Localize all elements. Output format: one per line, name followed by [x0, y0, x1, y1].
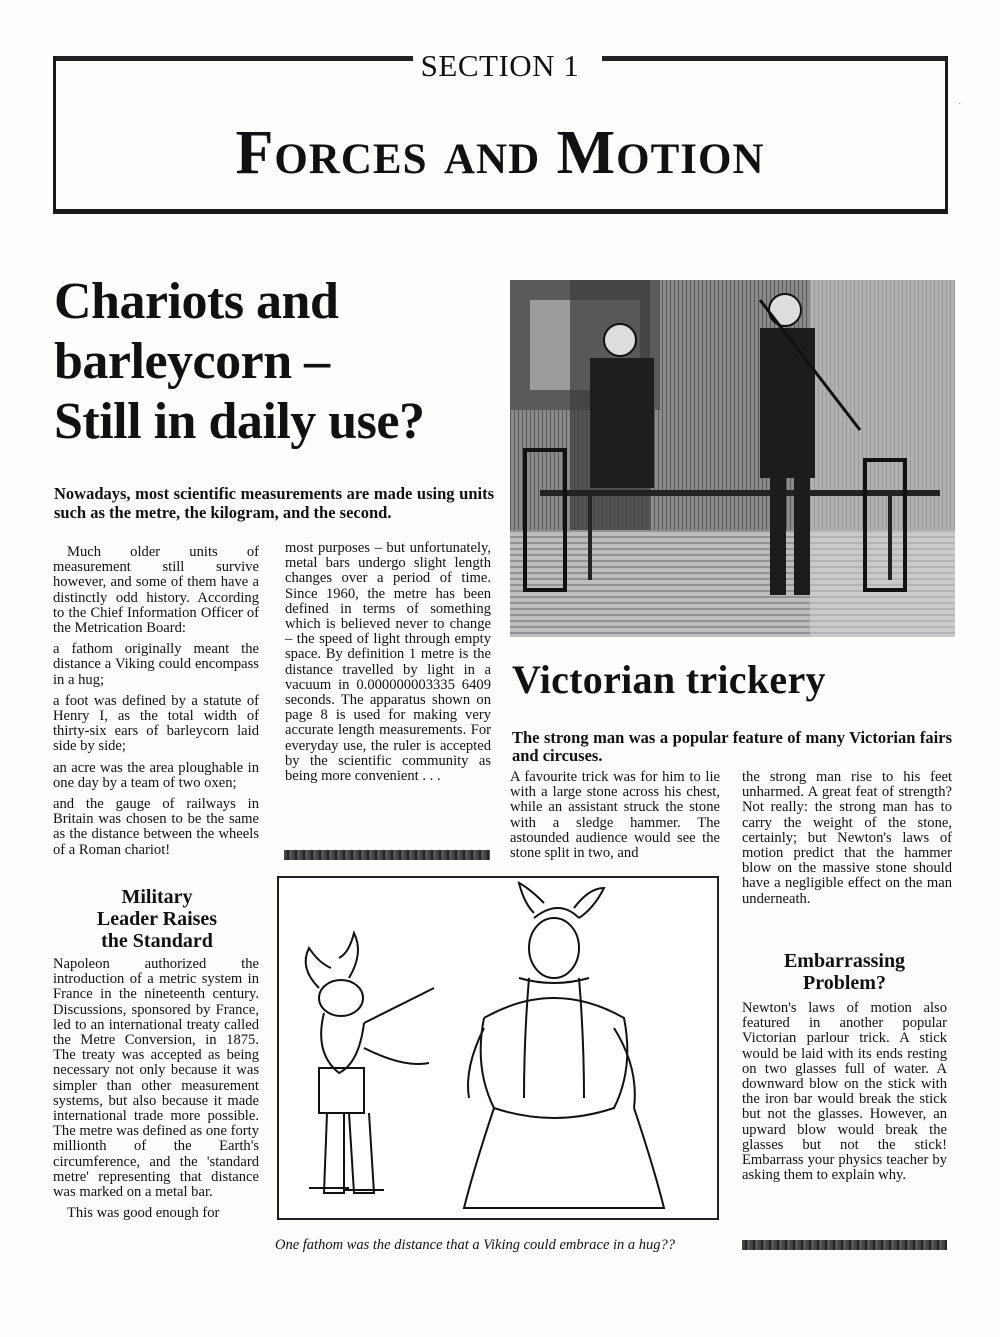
article-headline — [54, 272, 514, 452]
paragraph: an acre was the area ploughable in one day by a team of two oxen; — [53, 759, 259, 791]
heading-line: Problem? — [803, 972, 886, 994]
article-column-2 — [285, 541, 491, 790]
divider-bar — [284, 850, 490, 860]
viking-cartoon-drawing — [279, 878, 717, 1218]
paragraph: Napoleon authorized the introduction of a metric system in France in the nineteenth century. Discussions, sponsored by France, led to an international treaty called the Metre Conversion, in 1875. The treaty was accepted as being necessary not only because it was simpler than other measurement systems, but also because it made international trade more possible. The metre was defined as one forty millionth of the Earth's circumference, and the 'standard metre' representing that distance was marked on a metal bar. — [53, 956, 259, 1201]
stray-mark: ˙ — [958, 102, 962, 113]
victorian-intro: The strong man was a popular feature of many Victorian fairs and circuses. — [512, 728, 952, 765]
victorian-column-2 — [742, 770, 952, 913]
paragraph: a fathom originally meant the distance a Viking could encompass in a hug; — [53, 641, 259, 688]
article-column-1 — [53, 545, 259, 864]
victorian-engraving-image — [510, 280, 955, 637]
divider-bar — [742, 1240, 947, 1250]
paragraph: the strong man rise to his feet unharmed. A great feat of strength? Not really: the strong man has to carry the weight of the stone, certainly; but Newton's laws of motion predict that the hammer blow on the massive stone should have a negligible effect on the man underneath. — [742, 769, 952, 907]
cartoon-caption: One fathom was the distance that a Viking could embrace in a hug?? — [275, 1237, 676, 1253]
paragraph: Newton's laws of motion also featured in another popular Victorian parlour trick. A stick would be laid with its ends resting on two glasses full of water. A downward blow on the stick with the iron bar would break the stick but not the glasses. However, an upward blow would break the glasses but not the stick! Embarrass your physics teacher by asking them to explain why. — [742, 1000, 947, 1184]
victorian-column-1 — [510, 770, 720, 867]
heading-line: Leader Raises — [96, 908, 218, 930]
heading-line: Embarrassing — [783, 950, 906, 972]
embarrassing-heading — [742, 950, 947, 994]
headline-line: barleycorn – — [54, 333, 330, 390]
military-body — [53, 957, 259, 1227]
heading-line: the Standard — [101, 930, 213, 952]
section-label-text: SECTION 1 — [413, 48, 588, 83]
victorian-illustration — [510, 280, 955, 637]
victorian-headline: Victorian trickery — [512, 657, 826, 702]
headline-line: Chariots and — [54, 273, 339, 330]
paragraph: most purposes – but unfortunately, metal bars undergo slight length changes over a period of time. Since 1960, the metre has been defined in terms of something which is believed never to change – the speed of light through empty space. By definition 1 metre is the distance travelled by light in a vacuum in 0.000000003335 6409 seconds. The apparatus shown on page 8 is used for making very accurate length measurements. For everyday use, the ruler is accepted by the scientific community as being more convenient . . . — [285, 540, 491, 785]
paragraph: and the gauge of railways in Britain was chosen to be the same as the distance between the wheels of a Roman chariot! — [53, 796, 259, 858]
paragraph: a foot was defined by a statute of Henry I, as the total width of thirty-six ears of barleycorn laid side by side; — [53, 692, 259, 755]
headline-line: Still in daily use? — [54, 393, 425, 450]
paragraph: This was good enough for — [67, 1205, 220, 1222]
viking-cartoon — [277, 876, 719, 1220]
article-intro: Nowadays, most scientific measurements are made using units such as the metre, the kilogram, and the second. — [54, 484, 494, 522]
heading-line: Military — [121, 886, 193, 908]
section-label — [0, 48, 1000, 84]
paragraph: A favourite trick was for him to lie with a large stone across his chest, while an assistant struck the stone with a sledge hammer. The astounded audience would see the stone split in two, and — [510, 769, 720, 862]
page-title: Forces and Motion — [235, 119, 765, 187]
military-heading — [54, 886, 260, 952]
embarrassing-body — [742, 1001, 947, 1189]
paragraph: Much older units of measurement still survive however, and some of them have a distinctly odd history. According to the Chief Information Officer of the Metrication Board: — [53, 544, 259, 637]
